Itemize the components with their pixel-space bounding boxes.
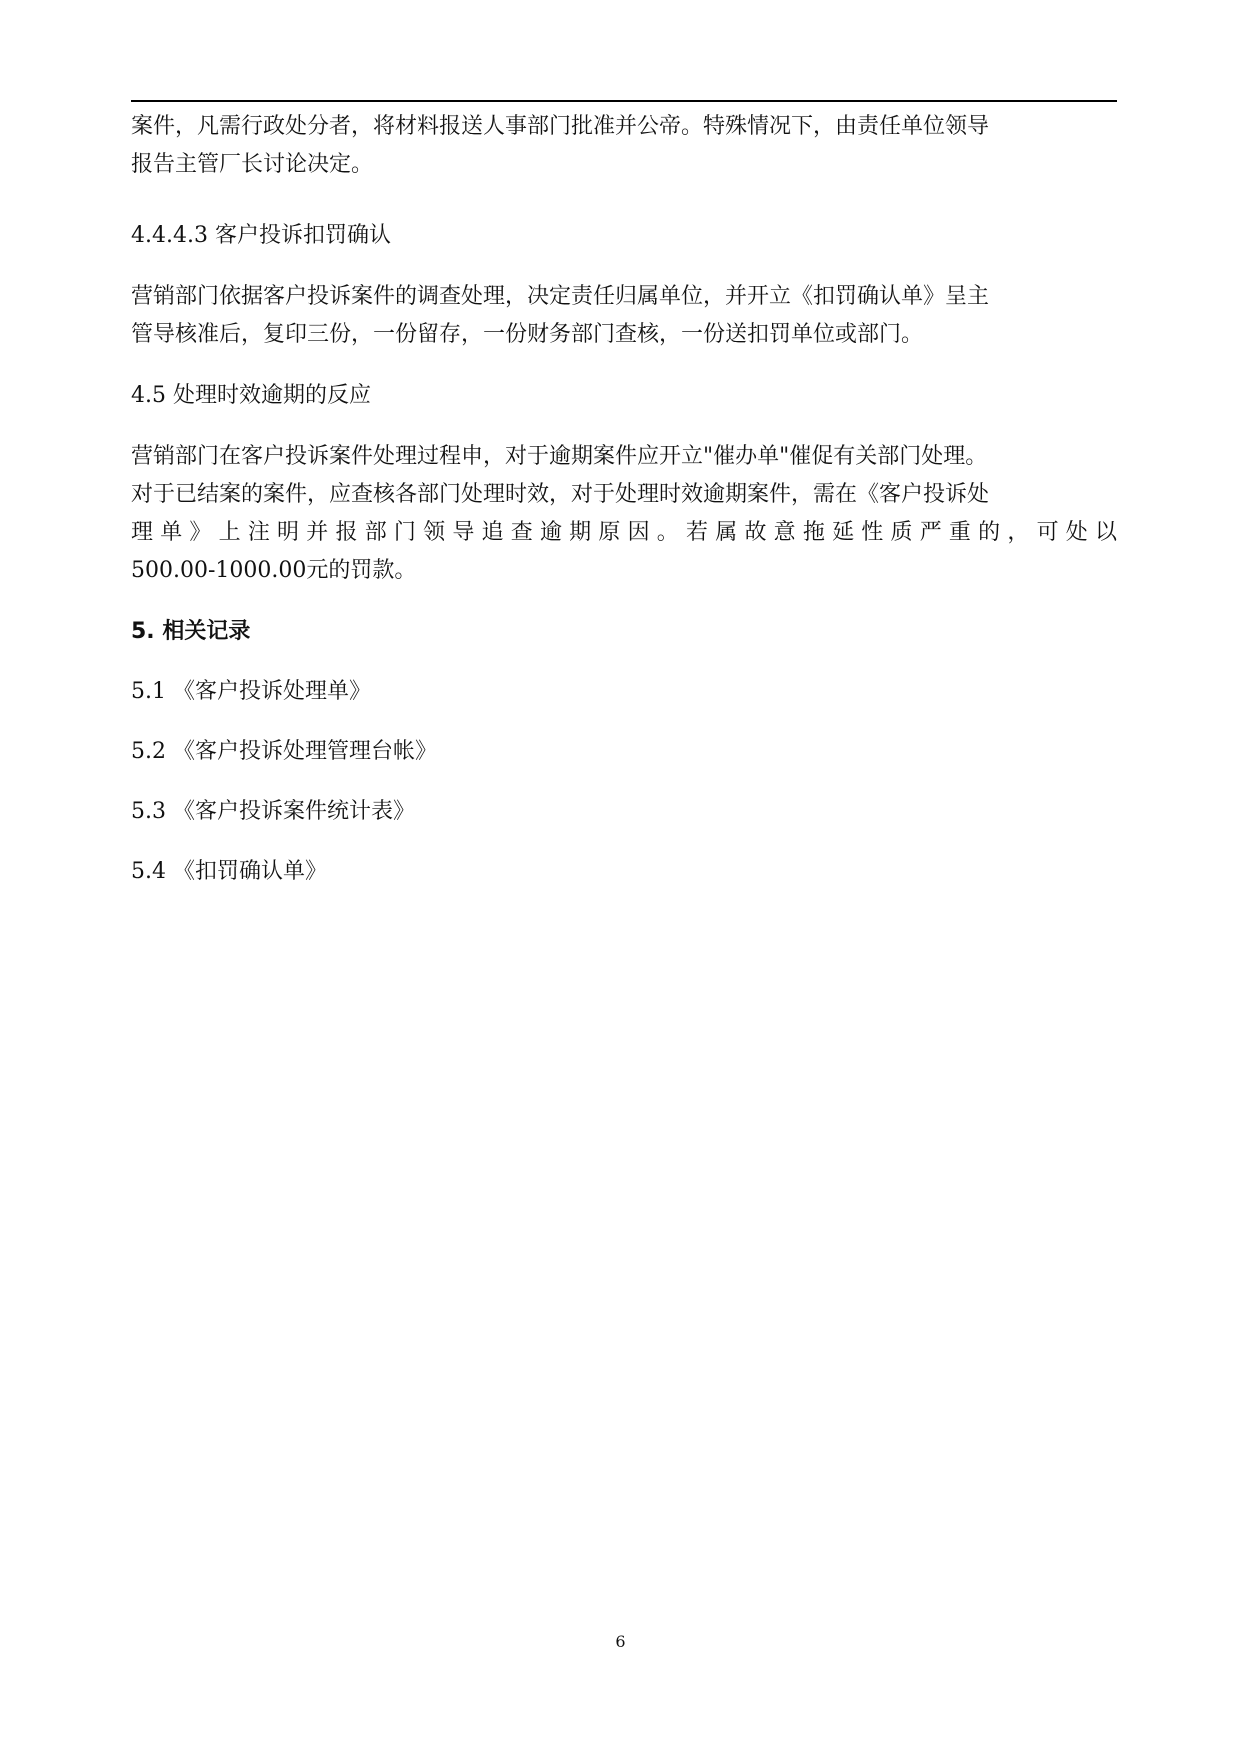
body-line: 理单》上注明并报部门领导追查逾期原因。若属故意拖延性质严重的，可处以 bbox=[131, 520, 1117, 545]
body-line: 报告主管厂长讨论决定。 bbox=[131, 152, 374, 177]
subsection-title: 4.5 处理时效逾期的反应 bbox=[131, 383, 371, 408]
header-rule bbox=[131, 100, 1117, 102]
record-item: 5.1 《客户投诉处理单》 bbox=[131, 679, 371, 704]
record-item: 5.4 《扣罚确认单》 bbox=[131, 859, 327, 884]
body-line: 对于已结案的案件，应查核各部门处理时效，对于处理时效逾期案件，需在《客户投诉处 bbox=[131, 482, 990, 507]
record-item: 5.2 《客户投诉处理管理台帐》 bbox=[131, 739, 437, 764]
page-number: 6 bbox=[615, 1632, 626, 1651]
body-line: 案件，凡需行政处分者，将材料报送人事部门批准并公帝。特殊情况下，由责任单位领导 bbox=[131, 114, 990, 139]
section-heading: 5. 相关记录 bbox=[131, 619, 251, 644]
record-item: 5.3 《客户投诉案件统计表》 bbox=[131, 799, 415, 824]
body-line: 营销部门在客户投诉案件处理过程申，对于逾期案件应开立"催办单"催促有关部门处理。 bbox=[131, 444, 988, 469]
subsection-title: 4.4.4.3 客户投诉扣罚确认 bbox=[131, 223, 391, 248]
body-line: 500.00-1000.00元的罚款。 bbox=[131, 558, 417, 583]
body-line: 管导核准后，复印三份，一份留存，一份财务部门查核，一份送扣罚单位或部门。 bbox=[131, 322, 924, 347]
body-line: 营销部门依据客户投诉案件的调查处理，决定责任归属单位，并开立《扣罚确认单》呈主 bbox=[131, 284, 990, 309]
